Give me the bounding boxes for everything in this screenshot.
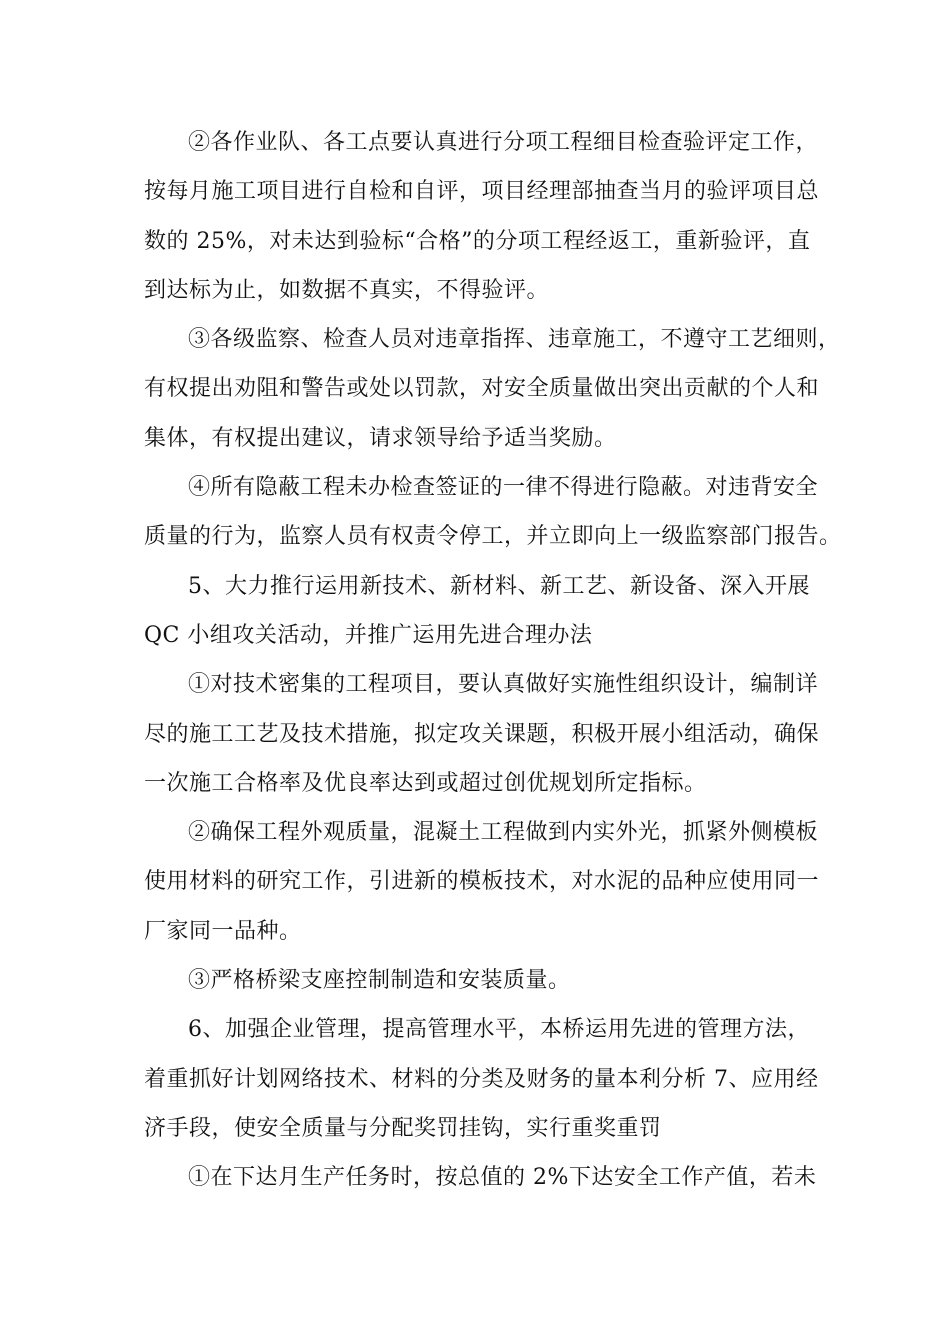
paragraph xyxy=(144,118,820,315)
text-line: 6、加强企业管理，提高管理水平，本桥运用先进的管理方法， xyxy=(188,1017,810,1043)
text-line: ①在下达月生产任务时，按总值的 2%下达安全工作产值，若未 xyxy=(188,1165,817,1191)
text-line: QC 小组攻关活动，并推广运用先进合理办法 xyxy=(144,622,593,648)
paragraph xyxy=(144,1005,819,1153)
text-line: ④所有隐蔽工程未办检查签证的一律不得进行隐蔽。对违背安全 xyxy=(188,475,819,501)
text-line: 按每月施工项目进行自检和自评，项目经理部抽查当月的验评项目总 xyxy=(144,179,820,205)
text-line: 到达标为止，如数据不真实，不得验评。 xyxy=(144,277,550,303)
paragraph xyxy=(144,660,820,808)
paragraph xyxy=(144,562,808,661)
text-line: 济手段，使安全质量与分配奖罚挂钩，实行重奖重罚 xyxy=(144,1115,662,1141)
text-line: ②确保工程外观质量，混凝土工程做到内实外光，抓紧外侧模板 xyxy=(188,820,819,846)
text-line: ③各级监察、检查人员对违章指挥、违章施工，不遵守工艺细则， xyxy=(188,327,841,353)
paragraph xyxy=(144,315,841,463)
paragraph xyxy=(144,463,842,562)
text-line: 质量的行为，监察人员有权责令停工，并立即向上一级监察部门报告。 xyxy=(144,524,842,550)
text-line: 尽的施工工艺及技术措施，拟定攻关课题，积极开展小组活动，确保 xyxy=(144,721,820,747)
text-line: ③严格桥梁支座控制制造和安装质量。 xyxy=(188,968,571,994)
paragraph xyxy=(144,808,820,956)
text-line: 使用材料的研究工作，引进新的模板技术，对水泥的品种应使用同一 xyxy=(144,869,820,895)
body-text xyxy=(144,118,842,1203)
text-line: 厂家同一品种。 xyxy=(144,918,302,944)
text-line: 数的 25%，对未达到验标“合格”的分项工程经返工，重新验评，直 xyxy=(144,228,811,254)
text-line: 一次施工合格率及优良率达到或超过创优规划所定指标。 xyxy=(144,770,707,796)
text-line: ①对技术密集的工程项目，要认真做好实施性组织设计，编制详 xyxy=(188,672,819,698)
text-line: 集体，有权提出建议，请求领导给予适当奖励。 xyxy=(144,425,617,451)
text-line: 5、大力推行运用新技术、新材料、新工艺、新设备、深入开展 xyxy=(188,573,810,599)
paragraph xyxy=(144,956,808,1005)
text-line: ②各作业队、各工点要认真进行分项工程细目检查验评定工作， xyxy=(188,130,819,155)
text-line: 有权提出劝阻和警告或处以罚款，对安全质量做出突出贡献的个人和 xyxy=(144,376,820,402)
text-line: 着重抓好计划网络技术、材料的分类及财务的量本利分析 7、应用经 xyxy=(144,1066,819,1092)
paragraph xyxy=(144,1153,817,1202)
